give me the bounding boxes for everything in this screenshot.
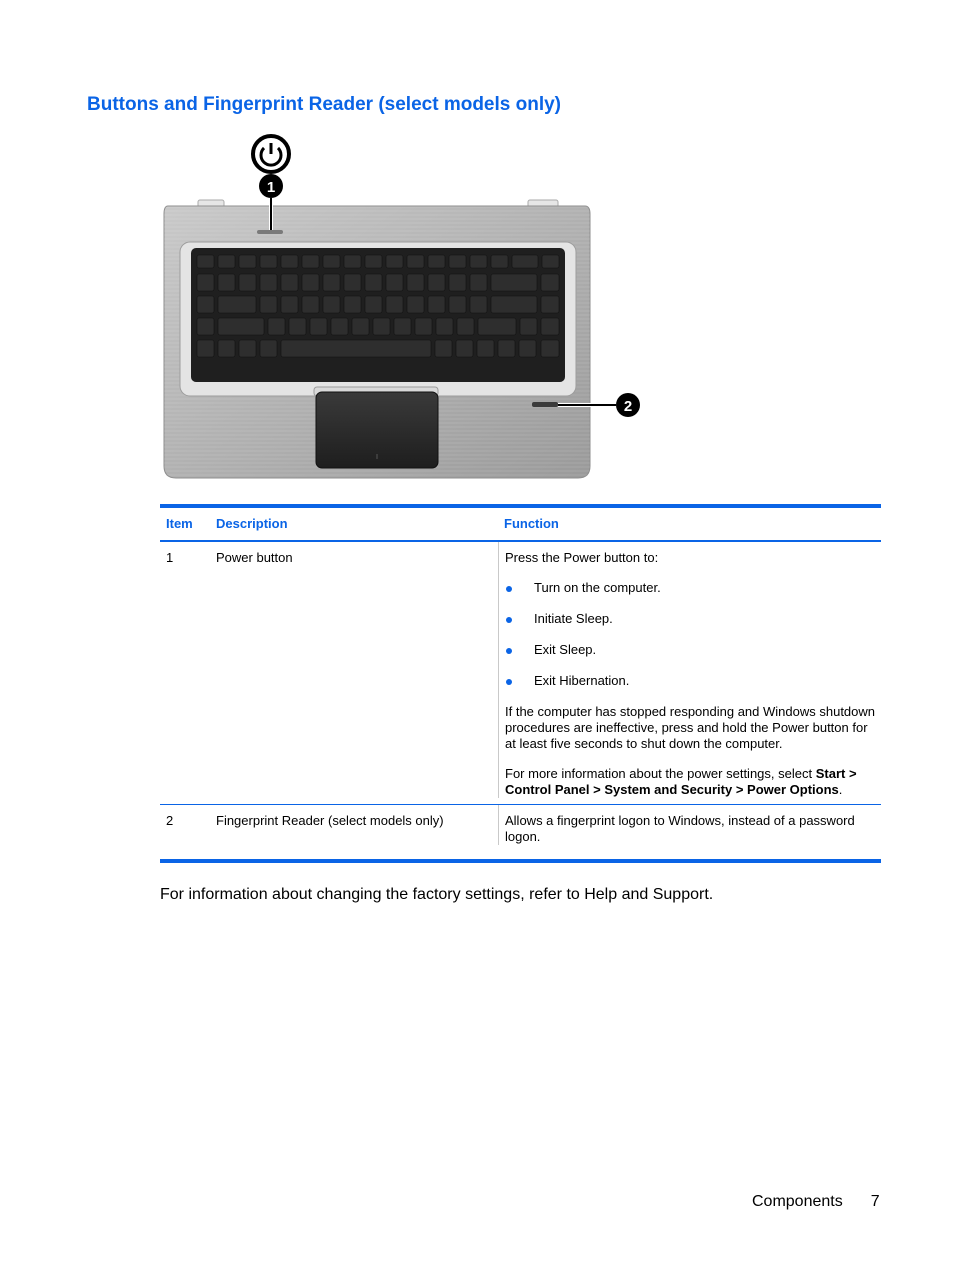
more-info-suffix: . <box>838 782 843 797</box>
row-item: 1 <box>166 550 174 565</box>
page-number: 7 <box>870 1193 880 1210</box>
table-row <box>160 805 881 851</box>
footer-section: Components <box>752 1193 843 1210</box>
row-description: Fingerprint Reader (select models only) <box>216 813 444 828</box>
section-heading: Buttons and Fingerprint Reader (select models only) <box>87 94 562 115</box>
more-info-prefix: For more information about the power settings, select <box>505 766 816 781</box>
function-intro: Press the Power button to: <box>505 550 659 565</box>
bullet-item: Turn on the computer. <box>505 580 877 596</box>
row-description: Power button <box>216 550 293 565</box>
bullet-item: Initiate Sleep. <box>505 611 877 627</box>
table-header <box>160 508 881 542</box>
components-table <box>160 504 881 863</box>
table-row <box>160 542 881 805</box>
laptop-figure <box>160 134 645 486</box>
callout-2: 2 <box>623 398 633 415</box>
power-options-path: Start > Control Panel > System and Security > Power Options <box>505 766 857 797</box>
table-bottom-rule <box>160 859 881 863</box>
callout-1: 1 <box>266 179 276 196</box>
header-item: Item <box>166 516 193 531</box>
function-note: If the computer has stopped responding and Windows shutdown procedures are ineffective, press and hold the Power button for at least five seconds to shut down the computer. <box>505 704 876 751</box>
header-description: Description <box>216 516 288 531</box>
row-item: 2 <box>166 813 174 828</box>
bullet-item: Exit Hibernation. <box>505 673 877 689</box>
page-footer <box>752 1193 880 1211</box>
bullet-item: Exit Sleep. <box>505 642 877 658</box>
row-function <box>498 542 881 798</box>
header-function: Function <box>504 516 559 531</box>
function-more-info <box>505 766 877 798</box>
row-function: Allows a fingerprint logon to Windows, instead of a password logon. <box>498 805 881 845</box>
help-note: For information about changing the factory settings, refer to Help and Support. <box>160 886 714 903</box>
